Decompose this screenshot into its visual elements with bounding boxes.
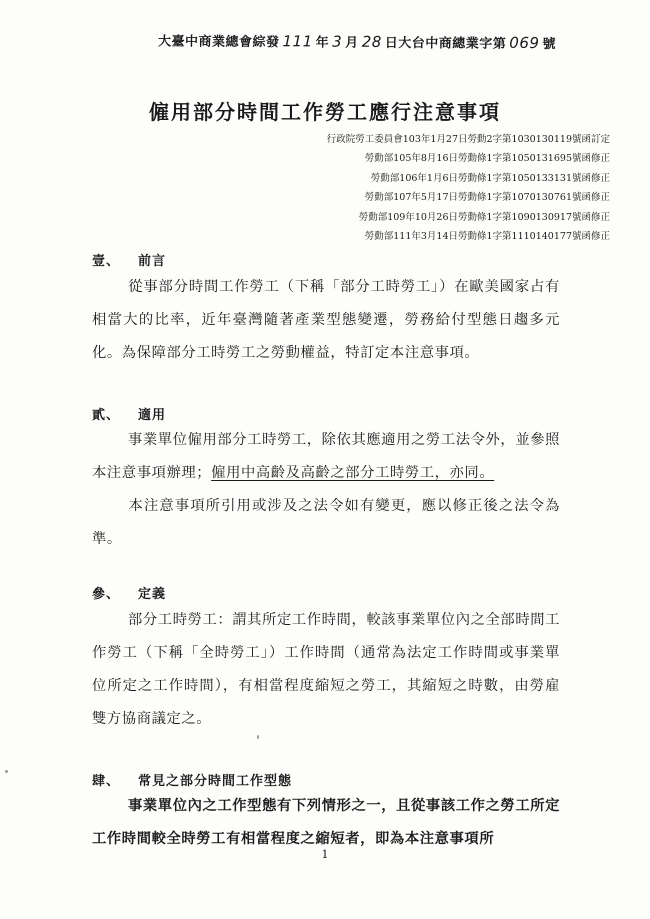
revision-line: 勞動部109年10月26日勞動條1字第1090130917號函修正 <box>358 211 610 223</box>
section-title: 前言 <box>138 254 167 269</box>
revision-line: 勞動部106年1月6日勞動條1字第1050133131號函修正 <box>370 172 610 184</box>
section-paragraph: 從事部分時間工作勞工（下稱「部分工時勞工」）在歐美國家占有相當大的比率，近年臺灣隨著產業型態變遷，勞務給付型態日趨多元化。為保障部分工時勞工之勞動權益，特訂定本注意事項。 <box>92 279 560 361</box>
revision-line: 勞動部105年8月16日勞動條1字第1050131695號函修正 <box>364 153 610 165</box>
section-heading-work-types <box>92 770 292 789</box>
section-number: 參、 <box>92 587 121 602</box>
section-title: 定義 <box>138 587 167 602</box>
scan-speck <box>5 770 8 773</box>
doc-number-month: 3 <box>332 32 343 51</box>
revision-line: 勞動部111年3月14日勞動條1字第1110140177號函修正 <box>364 231 610 243</box>
section-title: 常見之部分時間工作型態 <box>138 774 293 789</box>
section-number: 肆、 <box>92 774 121 789</box>
section-paragraph: 事業單位僱用部分工時勞工，除依其應適用之勞工法令外，並參照本注意事項辦理；僱用中高齡及高齡之部分工時勞工，亦同。 <box>92 432 561 481</box>
revision-history <box>190 130 610 246</box>
page-number: 1 <box>321 848 329 861</box>
revision-line: 行政院勞工委員會103年1月27日勞動2字第1030130119號函訂定 <box>326 134 610 145</box>
doc-number-end: 號 <box>542 37 557 53</box>
document-number <box>158 30 628 52</box>
section-number: 貳、 <box>92 408 121 423</box>
doc-number-serial: 069 <box>509 33 540 53</box>
section-paragraph: 本注意事項所引用或涉及之法令如有變更，應以修正後之法令為準。 <box>92 498 560 547</box>
section-paragraph: 部分工時勞工：謂其所定工作時間，較該事業單位內之全部時間工作勞工（下稱「全時勞工」）工作時間（通常為法定工作時間或事業單位所定之工作時間），有相當程度縮短之勞工，其縮短之時數，由勞雇雙方協商議定之。 <box>92 612 561 727</box>
doc-number-year: 111 <box>282 32 313 51</box>
section-title: 適用 <box>138 408 167 423</box>
doc-number-prefix: 大臺中商業總會綜發 <box>157 34 280 51</box>
section-heading-scope <box>92 404 166 423</box>
section-heading-definition <box>92 583 166 602</box>
doc-number-suffix: 日大台中商總業字第 <box>384 35 507 52</box>
section-number: 壹、 <box>92 254 121 269</box>
doc-number-year-label: 年 <box>315 35 330 51</box>
section-heading-preface <box>92 250 166 269</box>
page-title: 僱用部分時間工作勞工應行注意事項 <box>149 100 501 124</box>
doc-number-month-label: 月 <box>345 35 359 51</box>
revision-line: 勞動部107年5月17日勞動條1字第1070130761號函修正 <box>364 192 610 204</box>
doc-number-day: 28 <box>361 32 382 51</box>
underlined-amendment: 僱用中高齡及高齡之部分工時勞工，亦同。 <box>211 465 495 481</box>
section-paragraph: 事業單位內之工作型態有下列情形之一，且從事該工作之勞工所定工作時間較全時勞工有相當程度之縮短者，即為本注意事項所 <box>92 798 561 847</box>
scan-speck <box>257 735 259 739</box>
